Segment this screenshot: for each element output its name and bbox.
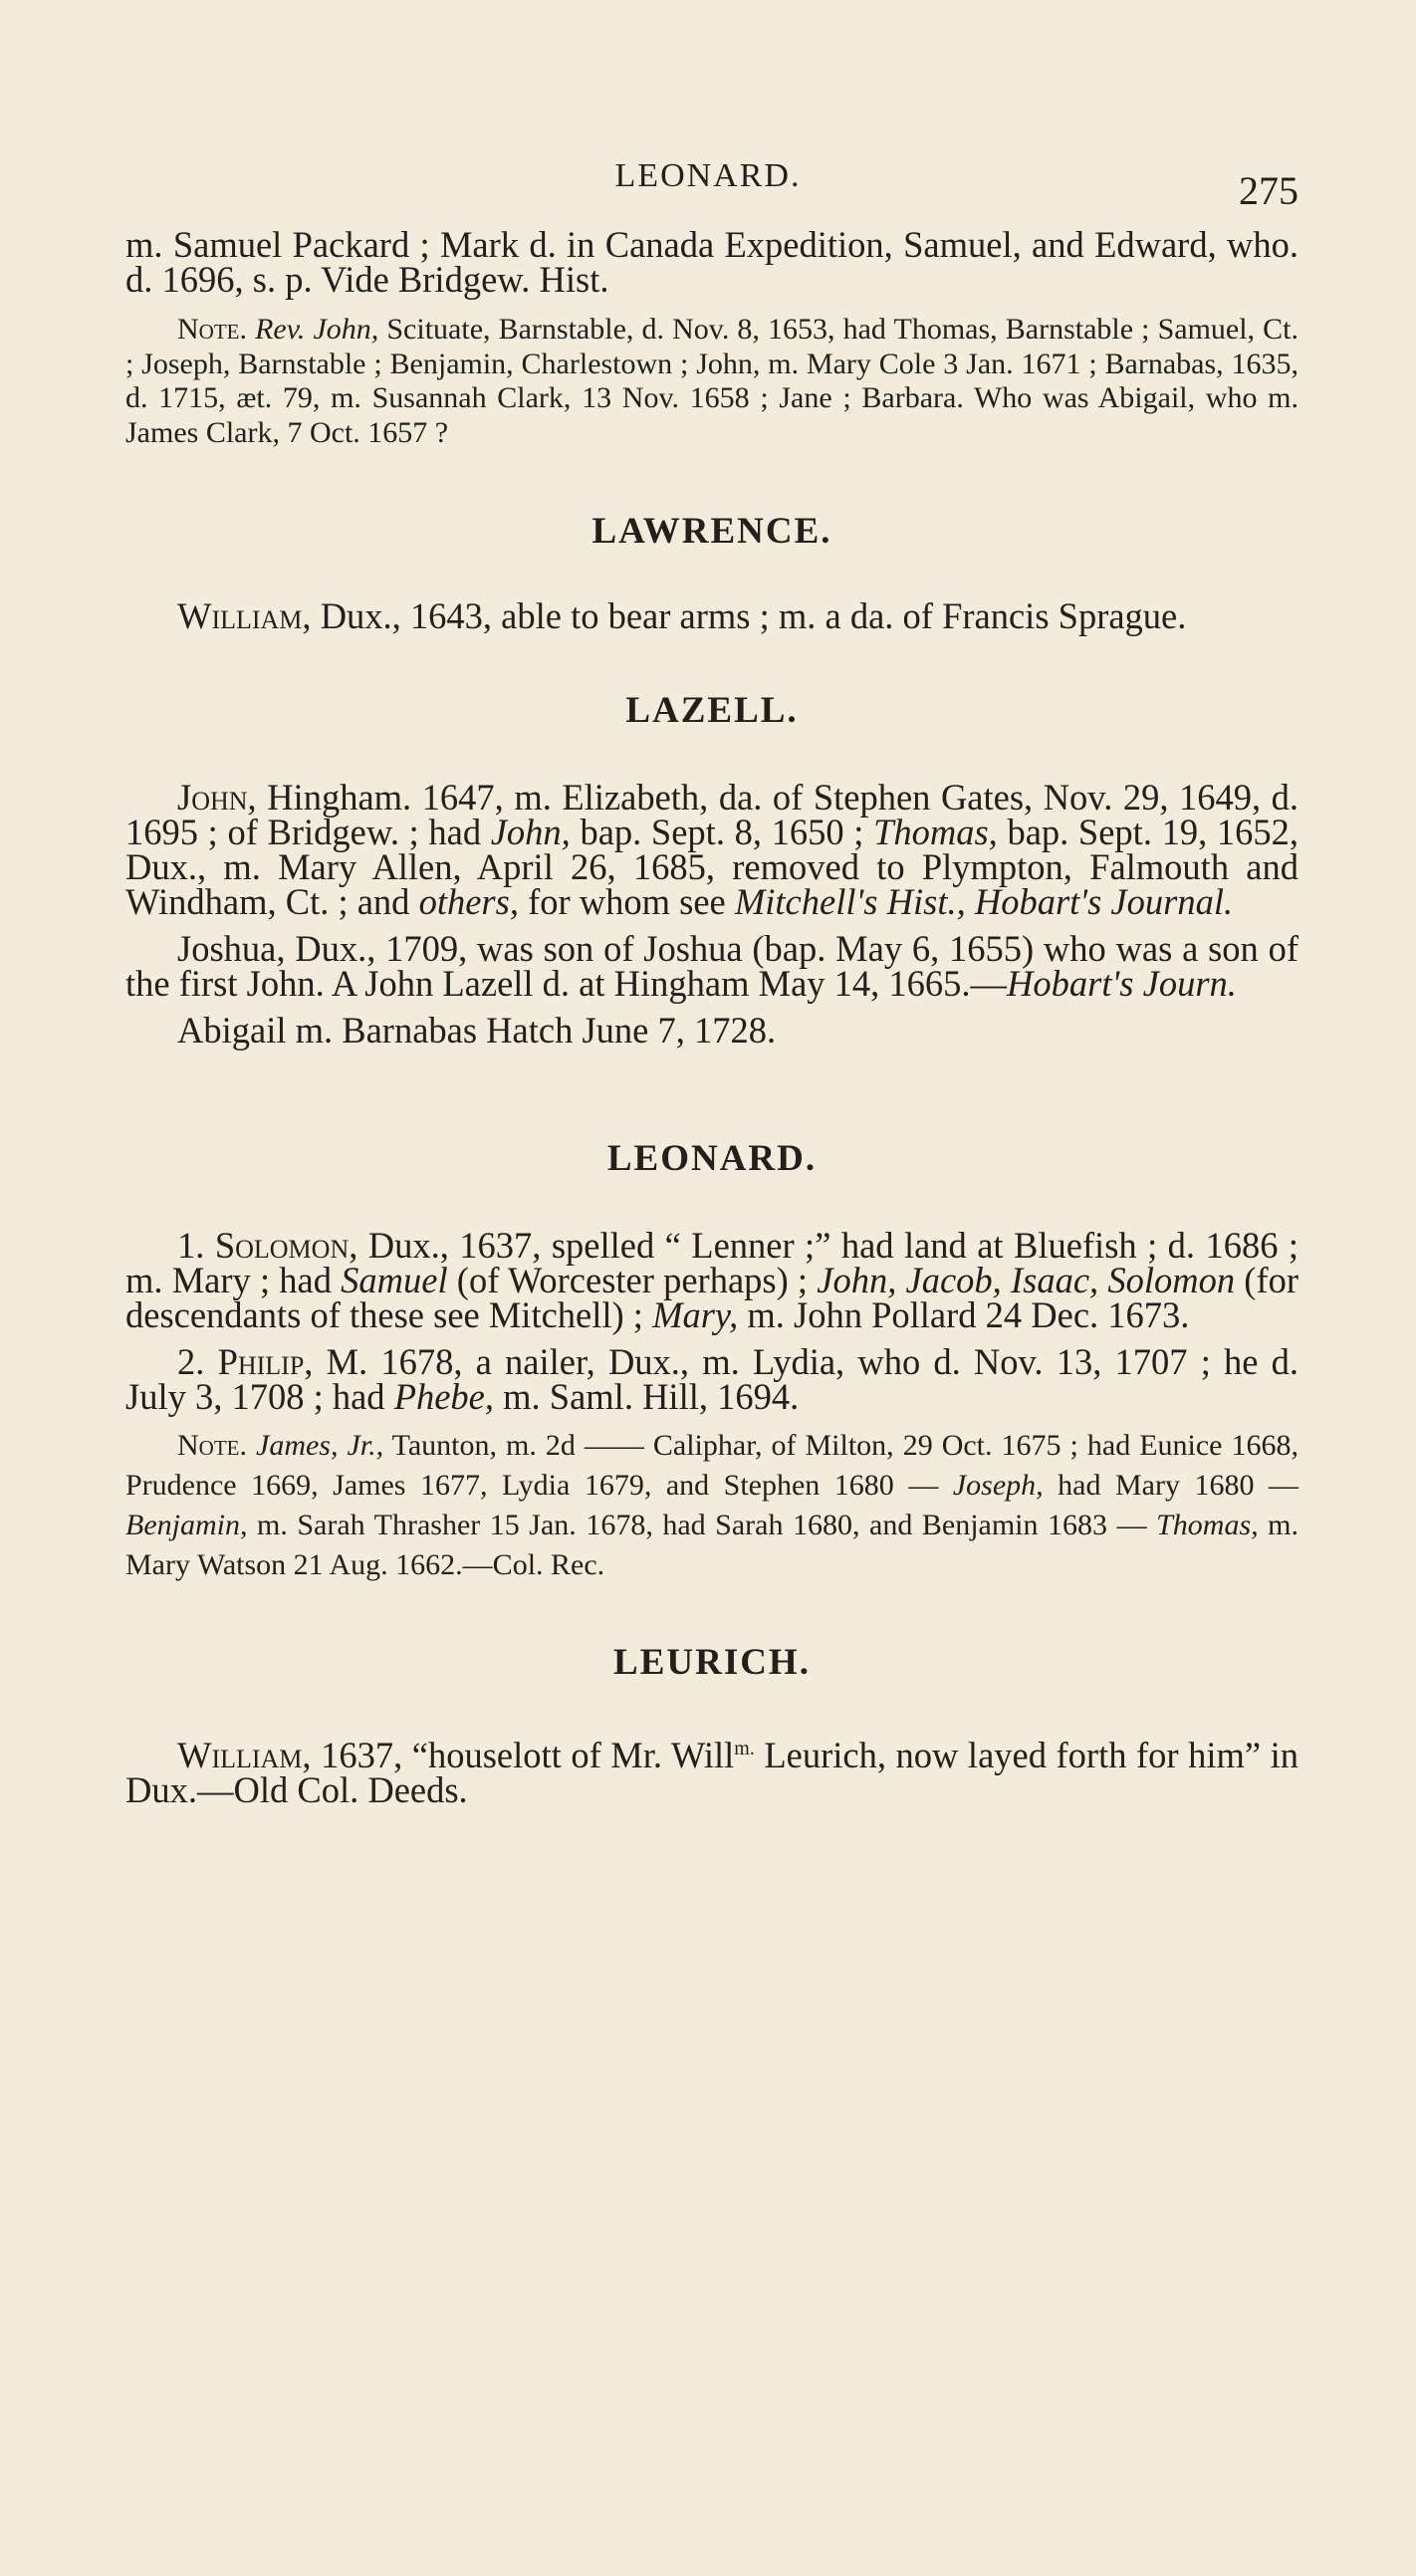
entry-name: William, — [177, 595, 312, 636]
entry-text: (for descendants of these see Mitchell) ; — [125, 1260, 1299, 1335]
heading-lazell: LAZELL. — [625, 690, 799, 731]
entry-text: Leurich, now layed forth for him” in Dux.—Old Col. Deeds. — [125, 1735, 1299, 1811]
note-italic: James, Jr., — [256, 1429, 384, 1462]
heading-leurich: LEURICH. — [613, 1642, 811, 1683]
text-block — [125, 224, 1299, 1811]
entry-text: m. Saml. Hill, 1694. — [494, 1376, 800, 1417]
entry-italic: others, — [418, 881, 519, 922]
note-text: had Mary 1680 — — [1043, 1469, 1298, 1502]
entry-italic: Samuel — [341, 1260, 448, 1300]
entry-name: William, — [177, 1735, 312, 1776]
note-rev-john — [125, 313, 1298, 450]
heading-leonard: LEONARD. — [606, 1138, 818, 1179]
entry-number: 2. — [177, 1341, 218, 1382]
lazell-paragraph-2 — [125, 928, 1298, 1004]
entry-italic: Thomas, — [873, 812, 998, 852]
lazell-paragraph-3 — [125, 1010, 1298, 1051]
note-text: Taunton, m. 2d —— Caliphar, of Milton, 29 Oct. 1675 ; had Eunice 1668, Prudence 1669, James 1677, Lydia 1679, and Stephen 1680 — — [125, 1429, 1299, 1502]
entry-name: Philip, — [217, 1341, 314, 1382]
entry-text: m. John Pollard 24 Dec. 1673. — [738, 1294, 1190, 1335]
entry-text: bap. Sept. 8, 1650 ; — [570, 812, 874, 852]
note-italic: Joseph, — [952, 1469, 1044, 1502]
entry-text: M. 1678, a nailer, Dux., m. Lydia, who d. Nov. 13, 1707 ; he d. July 3, 1708 ; had — [125, 1341, 1299, 1417]
note-leonard — [125, 1426, 1298, 1585]
entry-text: bap. Sept. 19, 1652, Dux., m. Mary Allen, April 26, 1685, removed to Plympton, Falmouth and Windham, Ct. ; and — [125, 812, 1298, 922]
note-text: m. Sarah Thrasher 15 Jan. 1678, had Sarah 1680, and Benjamin 1683 — — [247, 1509, 1157, 1541]
entry-name: Solomon, — [214, 1225, 358, 1266]
entry-text: Dux., 1637, spelled “ Lenner ;” had land at Bluefish ; d. 1686 ; m. Mary ; had — [125, 1225, 1299, 1300]
entry-text: Dux., 1643, able to bear arms ; m. a da. of Francis Sprague. — [311, 595, 1187, 636]
note-label: Note. — [177, 313, 247, 346]
note-italic: Thomas, — [1156, 1509, 1259, 1541]
entry-italic: Phebe, — [393, 1376, 495, 1417]
lazell-paragraph-1 — [125, 777, 1298, 922]
entry-italic: Mitchell's Hist., Hobart's Journal. — [734, 881, 1234, 922]
leurich-paragraph — [125, 1732, 1299, 1811]
entry-italic: Mary, — [652, 1294, 739, 1335]
entry-text: for whom see — [518, 881, 735, 922]
entry-italic: Hobart's Journ. — [1007, 963, 1237, 1004]
note-text: m. Mary Watson 21 Aug. 1662.—Col. Rec. — [125, 1509, 1298, 1581]
entry-text: 1637, “houselott of Mr. Will — [311, 1735, 735, 1776]
entry-number: 1. — [177, 1225, 215, 1266]
entry-text: Hingham. 1647, m. Elizabeth, da. of Stephen Gates, Nov. 29, 1649, d. 1695 ; of Bridgew. ; had — [125, 777, 1298, 852]
leonard-paragraph-2 — [125, 1341, 1299, 1417]
entry-text: Joshua, Dux., 1709, was son of Joshua (bap. May 6, 1655) who was a son of the first John. A John Lazell d. at Hingham May 14, 1665.— — [125, 928, 1298, 1004]
entry-italic: John, Jacob, Isaac, Solomon — [817, 1260, 1236, 1300]
lawrence-paragraph — [125, 595, 1298, 636]
running-title: LEONARD. — [614, 157, 802, 194]
entry-text: (of Worcester perhaps) ; — [447, 1260, 818, 1300]
note-italic: Benjamin, — [125, 1509, 248, 1541]
page-number: 275 — [1239, 168, 1298, 213]
note-text: Scituate, Barnstable, d. Nov. 8, 1653, had Thomas, Barnstable ; Samuel, Ct. ; Joseph, Barnstable ; Benjamin, Charlestown ; John, m. Mary Cole 3 Jan. 1671 ; Barnabas, 1635, d. 1715, æt. 79, m. Susannah Clark, 13 Nov. 1658 ; Jane ; Barbara. Who was Abigail, who m. James Clark, 7 Oct. 1657 ? — [125, 313, 1299, 449]
continued-text: m. Samuel Packard ; Mark d. in Canada Expedition, Samuel, and Edward, who. d. 1696, s. p. Vide Bridgew. Hist. — [125, 224, 1298, 300]
entry-text: Abigail m. Barnabas Hatch June 7, 1728. — [177, 1010, 777, 1051]
entry-italic: John, — [490, 812, 571, 852]
continued-paragraph — [125, 224, 1298, 300]
note-italic: Rev. John, — [255, 313, 379, 346]
note-label: Note. — [177, 1429, 247, 1462]
entry-superscript: m. — [734, 1738, 755, 1759]
leonard-paragraph-1 — [125, 1225, 1299, 1335]
heading-lawrence: LAWRENCE. — [591, 511, 832, 552]
entry-name: John, — [177, 777, 257, 818]
